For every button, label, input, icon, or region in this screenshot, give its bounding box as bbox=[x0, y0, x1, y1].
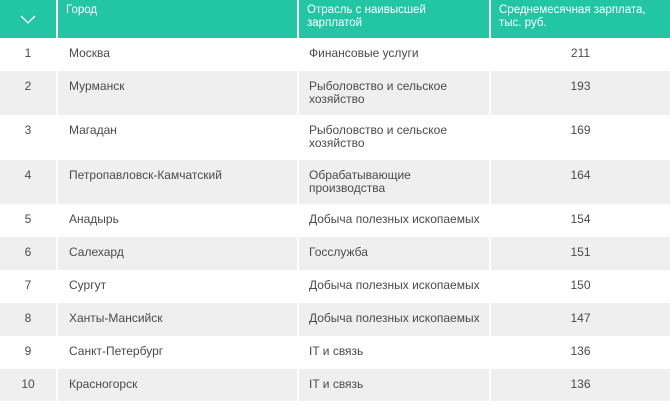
rank-cell: 7 bbox=[0, 270, 58, 303]
salary-cell: 150 bbox=[570, 278, 591, 292]
city-cell: Санкт-Петербург bbox=[58, 336, 299, 369]
rank-cell: 1 bbox=[0, 38, 58, 71]
table-row bbox=[0, 303, 670, 336]
table-row bbox=[0, 204, 670, 237]
rank-cell: 8 bbox=[0, 303, 58, 336]
salary-cell: 193 bbox=[570, 79, 591, 93]
table-row bbox=[0, 270, 670, 303]
industry-cell: IT и связь bbox=[299, 336, 491, 369]
salary-cell: 136 bbox=[570, 377, 591, 391]
industry-cell: Добыча полезных ископаемых bbox=[299, 270, 491, 303]
rank-cell: 4 bbox=[0, 160, 58, 204]
industry-cell: Обрабатывающие производства bbox=[299, 160, 491, 204]
table-row bbox=[0, 369, 670, 401]
industry-cell: Финансовые услуги bbox=[299, 38, 491, 71]
rank-cell: 3 bbox=[0, 115, 58, 160]
salary-cell: 151 bbox=[570, 245, 591, 259]
salary-cell: 164 bbox=[570, 168, 591, 182]
table-row bbox=[0, 71, 670, 115]
rank-cell: 5 bbox=[0, 204, 58, 237]
industry-cell: Рыболовство и сельское хозяйство bbox=[299, 71, 491, 115]
rank-cell: 10 bbox=[0, 369, 58, 401]
city-cell: Ханты-Мансийск bbox=[58, 303, 299, 336]
rank-cell: 6 bbox=[0, 237, 58, 270]
header-industry[interactable]: Отрасль с наивысшей зарплатой bbox=[299, 0, 491, 38]
city-cell: Петропавловск-Камчатский bbox=[58, 160, 299, 204]
table-row bbox=[0, 115, 670, 160]
table-header bbox=[0, 0, 670, 38]
table-row bbox=[0, 237, 670, 270]
table-row bbox=[0, 336, 670, 369]
salary-cell: 169 bbox=[570, 123, 591, 137]
industry-cell: Добыча полезных ископаемых bbox=[299, 204, 491, 237]
rank-cell: 2 bbox=[0, 71, 58, 115]
city-cell: Москва bbox=[58, 38, 299, 71]
sort-toggle[interactable] bbox=[0, 0, 58, 38]
salary-cell: 211 bbox=[570, 46, 591, 60]
industry-cell: IT и связь bbox=[299, 369, 491, 401]
city-cell: Мурманск bbox=[58, 71, 299, 115]
rank-cell: 9 bbox=[0, 336, 58, 369]
table-row bbox=[0, 38, 670, 71]
chevron-down-icon[interactable] bbox=[20, 15, 36, 24]
salary-cell: 136 bbox=[570, 344, 591, 358]
industry-cell: Добыча полезных ископаемых bbox=[299, 303, 491, 336]
salary-cell: 147 bbox=[570, 311, 591, 325]
salary-cell: 154 bbox=[570, 212, 591, 226]
city-cell: Салехард bbox=[58, 237, 299, 270]
city-cell: Сургут bbox=[58, 270, 299, 303]
industry-cell: Госслужба bbox=[299, 237, 491, 270]
city-cell: Красногорск bbox=[58, 369, 299, 401]
header-salary[interactable]: Среднемесячная зарплата, тыс. руб. bbox=[499, 4, 646, 29]
city-cell: Магадан bbox=[58, 115, 299, 160]
industry-cell: Рыболовство и сельское хозяйство bbox=[299, 115, 491, 160]
city-cell: Анадырь bbox=[58, 204, 299, 237]
table-row bbox=[0, 160, 670, 204]
header-city[interactable]: Город bbox=[58, 0, 299, 38]
